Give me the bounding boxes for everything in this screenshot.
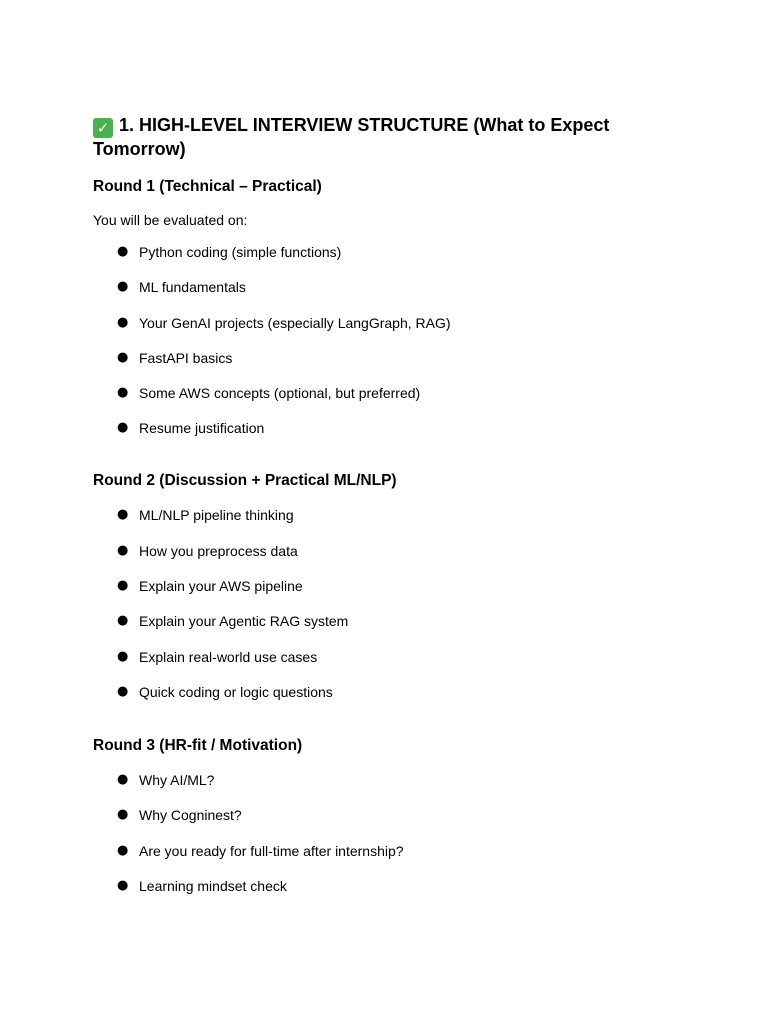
list-item (93, 683, 693, 701)
bullet-icon: ● (117, 507, 129, 523)
bullet-icon: ● (117, 877, 129, 893)
list-item (93, 612, 693, 630)
list-item-text: Are you ready for full-time after internship? (139, 842, 404, 859)
list-item (93, 806, 693, 824)
bullet-icon: ● (117, 279, 129, 295)
list-item (93, 577, 693, 595)
round-3-list (93, 771, 693, 895)
bullet-icon: ● (117, 385, 129, 401)
list-item (93, 842, 693, 860)
list-item-text: ML fundamentals (139, 279, 246, 296)
list-item (93, 506, 693, 524)
bullet-icon: ● (117, 842, 129, 858)
list-item-text: Explain real-world use cases (139, 648, 318, 665)
list-item (93, 314, 693, 332)
list-item-text: Explain your Agentic RAG system (139, 613, 349, 630)
list-item (93, 243, 693, 261)
list-item-text: Why Cogninest? (139, 807, 242, 824)
main-heading-text: 1. HIGH-LEVEL INTERVIEW STRUCTURE (What to Expect Tomorrow) (93, 115, 610, 159)
list-item-text: ML/NLP pipeline thinking (139, 507, 294, 524)
check-mark-button-icon: ✓ (93, 118, 113, 138)
list-item-text: Some AWS concepts (optional, but preferred) (139, 385, 421, 402)
round-3-heading: Round 3 (HR-fit / Motivation) (93, 736, 303, 754)
list-item-text: Quick coding or logic questions (139, 683, 333, 700)
bullet-icon: ● (117, 807, 129, 823)
list-item (93, 542, 693, 560)
list-item-text: FastAPI basics (139, 349, 233, 366)
bullet-icon: ● (117, 648, 129, 664)
list-item (93, 384, 693, 402)
round-2-list (93, 506, 693, 700)
bullet-icon: ● (117, 613, 129, 629)
bullet-icon: ● (117, 771, 129, 787)
list-item-text: How you preprocess data (139, 542, 298, 559)
list-item-text: Why AI/ML? (139, 771, 215, 788)
list-item-text: Explain your AWS pipeline (139, 578, 303, 595)
round-2-heading: Round 2 (Discussion + Practical ML/NLP) (93, 472, 397, 490)
bullet-icon: ● (117, 542, 129, 558)
list-item-text: Learning mindset check (139, 877, 287, 894)
bullet-icon: ● (117, 578, 129, 594)
list-item-text: Resume justification (139, 420, 265, 437)
bullet-icon: ● (117, 349, 129, 365)
list-item (93, 278, 693, 296)
main-heading (93, 114, 693, 161)
list-item (93, 771, 693, 789)
list-item-text: Python coding (simple functions) (139, 244, 342, 260)
list-item (93, 877, 693, 895)
bullet-icon: ● (117, 314, 129, 330)
round-1-list (93, 243, 693, 437)
round-1-heading: Round 1 (Technical – Practical) (93, 178, 322, 195)
round-1-intro: You will be evaluated on: (93, 212, 248, 228)
bullet-icon: ● (117, 244, 129, 259)
list-item (93, 419, 693, 437)
list-item (93, 648, 693, 666)
document-content (93, 114, 693, 895)
list-item-text: Your GenAI projects (especially LangGraph, RAG) (139, 314, 451, 331)
bullet-icon: ● (117, 683, 129, 699)
list-item (93, 349, 693, 367)
bullet-icon: ● (117, 420, 129, 436)
